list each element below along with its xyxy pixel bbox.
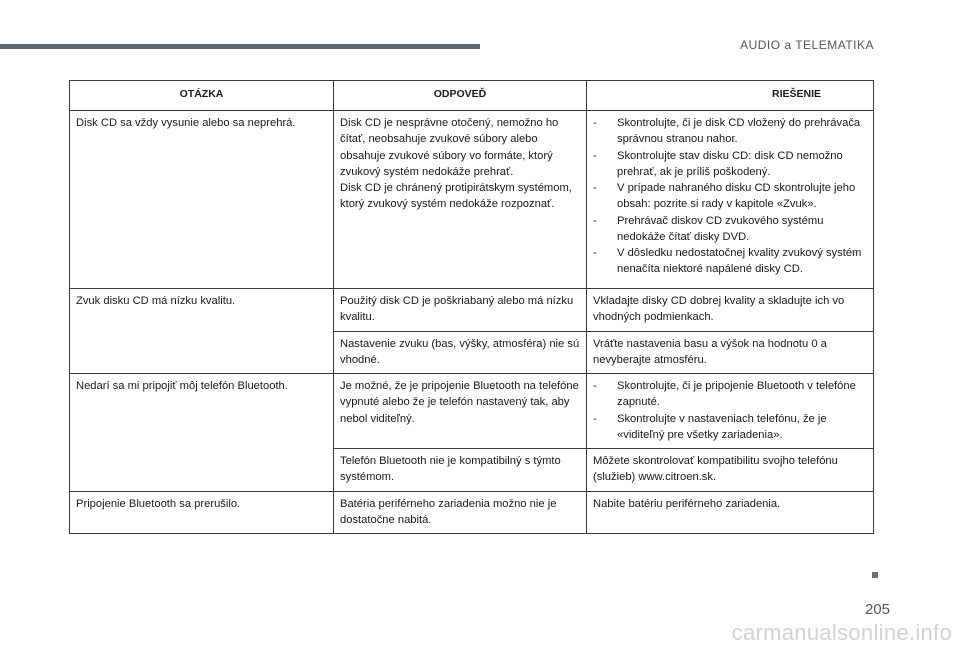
column-header-answer: ODPOVEĎ xyxy=(334,81,587,111)
table-header-row xyxy=(70,81,874,111)
answer-cell xyxy=(334,111,587,289)
question-cell: Pripojenie Bluetooth sa prerušilo. xyxy=(70,491,334,533)
section-accent-bar xyxy=(0,44,480,49)
answer-cell: Batéria periférneho zariadenia možno nie je dostatočne nabitá. xyxy=(334,491,587,533)
table-row xyxy=(70,289,874,331)
solution-item: - V prípade nahraného disku CD skontrolujte jeho obsah: pozrite si rady v kapitole «Zvuk». xyxy=(593,180,868,212)
answer-text: Disk CD je chránený protipirátskym systémom, ktorý zvukový systém nedokáže rozpoznať. xyxy=(340,182,572,211)
solution-item: - V dôsledku nedostatočnej kvality zvukový systém nenačíta niektoré napálené disky CD. xyxy=(593,245,868,277)
answer-cell: Je možné, že je pripojenie Bluetooth na telefóne vypnuté alebo že je telefón nastavený tak, aby nebol viditeľný. xyxy=(334,374,587,449)
question-cell: Disk CD sa vždy vysunie alebo sa neprehrá. xyxy=(70,111,334,289)
solution-item: - Skontrolujte, či je disk CD vložený do prehrávača správnou stranou nahor. xyxy=(593,115,868,147)
answer-text: Disk CD je nesprávne otočený, nemožno ho čítať, neobsahuje zvukové súbory alebo obsahuje zvukové súbory vo formáte, ktorý zvukový systém nedokáže prehrať. xyxy=(340,117,559,178)
answer-cell: Nastavenie zvuku (bas, výšky, atmosféra) nie sú vhodné. xyxy=(334,331,587,373)
solution-cell xyxy=(587,111,874,289)
column-header-question: OTÁZKA xyxy=(70,81,334,111)
table-row xyxy=(70,374,874,449)
solution-list xyxy=(593,378,868,443)
section-title: AUDIO a TELEMATIKA xyxy=(740,38,874,52)
solution-item: - Skontrolujte stav disku CD: disk CD nemožno prehrať, ak je príliš poškodený. xyxy=(593,148,868,180)
question-cell: Zvuk disku CD má nízku kvalitu. xyxy=(70,289,334,374)
watermark: carmanualsonline.info xyxy=(731,620,952,645)
question-cell: Nedarí sa mi pripojiť môj telefón Bluetooth. xyxy=(70,374,334,491)
table-row xyxy=(70,491,874,533)
table-row xyxy=(70,111,874,289)
page-number: 205 xyxy=(864,601,890,618)
solution-cell xyxy=(587,374,874,449)
column-header-solution: RIEŠENIE xyxy=(587,81,874,111)
solution-cell: Vkladajte disky CD dobrej kvality a skladujte ich vo vhodných podmienkach. xyxy=(587,289,874,331)
solution-cell: Nabite batériu periférneho zariadenia. xyxy=(587,491,874,533)
solution-list xyxy=(593,115,868,277)
solution-item: - Skontrolujte v nastaveniach telefónu, že je «viditeľný pre všetky zariadenia». xyxy=(593,411,868,443)
solution-item: - Skontrolujte, či je pripojenie Bluetooth v telefóne zapnuté. xyxy=(593,378,868,410)
answer-cell: Telefón Bluetooth nie je kompatibilný s týmto systémom. xyxy=(334,449,587,491)
solution-cell: Môžete skontrolovať kompatibilitu svojho telefónu (služieb) www.citroen.sk. xyxy=(587,449,874,491)
answer-cell: Použitý disk CD je poškriabaný alebo má nízku kvalitu. xyxy=(334,289,587,331)
solution-item: - Prehrávač diskov CD zvukového systému nedokáže čítať disky DVD. xyxy=(593,213,868,245)
solution-cell: Vráťte nastavenia basu a výšok na hodnotu 0 a nevyberajte atmosféru. xyxy=(587,331,874,373)
page-corner-marker xyxy=(872,572,878,578)
troubleshooting-table xyxy=(69,80,874,534)
